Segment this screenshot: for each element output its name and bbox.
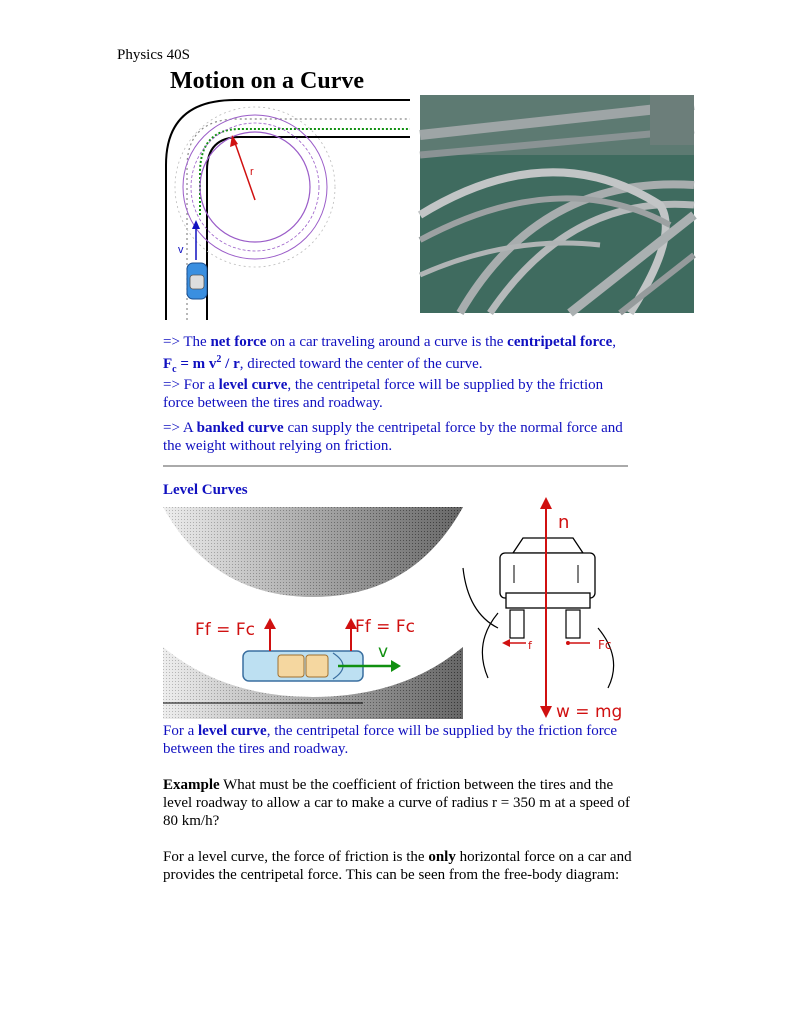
- car-rear-view-icon: [500, 538, 595, 638]
- intro-paragraph-1: => The net force on a car traveling around a curve is the centripetal force, $F_c = m$ $v^2$ / r, directed toward the center of the curve.: [163, 334, 616, 375]
- velocity-label: v: [178, 244, 184, 256]
- closing-paragraph: For a level curve, the force of friction is the only horizontal force on a car and provides the centripetal force. This can be seen from the free-body diagram:: [163, 849, 632, 883]
- aerial-highway-photo: [420, 95, 694, 313]
- friction-equals-fc-label-right: Ff = Fc: [355, 617, 415, 637]
- curve-diagram: [160, 95, 412, 320]
- friction-equals-fc-label-left: Ff = Fc: [195, 620, 255, 640]
- normal-force-label: n: [558, 512, 570, 533]
- free-body-diagram: [458, 493, 633, 723]
- radius-label: r: [250, 166, 254, 178]
- level-curve-diagram: [163, 507, 463, 719]
- example-paragraph: Example What must be the coefficient of friction between the tires and the level roadway to allow a car to make a curve of radius r = 350 m at a speed of 80 km/h?: [163, 777, 631, 829]
- section-divider: [163, 465, 628, 467]
- course-header: Physics 40S: [117, 47, 190, 63]
- fc-label: Fc: [598, 638, 612, 652]
- level-curve-caption: For a level curve, the centripetal force will be supplied by the friction force between the tires and roadway.: [163, 723, 617, 757]
- weight-label: w = mg: [556, 702, 623, 722]
- intro-paragraph-3: => A banked curve can supply the centripetal force by the normal force and the weight without relying on friction.: [163, 420, 623, 454]
- car-top-view-icon: [187, 263, 207, 299]
- friction-label: f: [528, 639, 532, 652]
- velocity-label: v: [378, 642, 389, 662]
- intro-paragraph-2: => For a level curve, the centripetal force will be supplied by the friction force between the tires and roadway.: [163, 377, 604, 411]
- section-heading-level-curves: Level Curves: [163, 482, 248, 498]
- page-title: Motion on a Curve: [170, 68, 364, 94]
